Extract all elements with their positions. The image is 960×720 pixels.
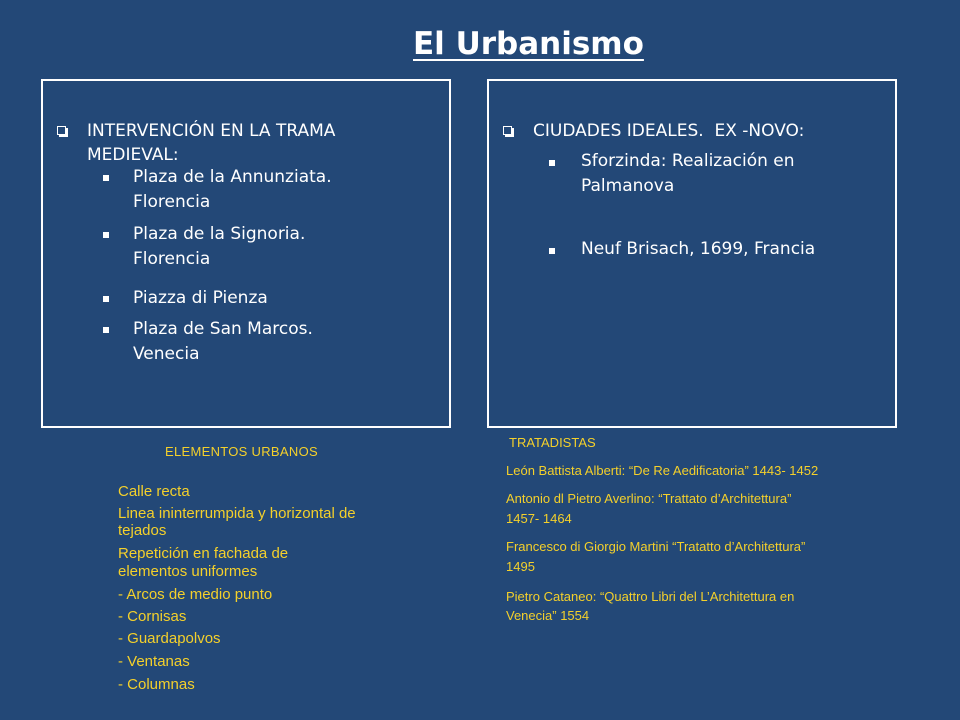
square-bullet-icon [103,296,109,302]
treatise-line: Francesco di Giorgio Martini “Tratatto d’Architettura” [506,539,806,554]
ideal-cities-heading: CIUDADES IDEALES. EX -NOVO: [533,121,805,141]
list-item [133,165,332,215]
hollow-square-bullet-icon [503,126,512,135]
medieval-heading [87,119,335,167]
urban-element-line: elementos uniformes [118,563,258,580]
ideal-cities-box [487,79,897,428]
square-bullet-icon [103,232,109,238]
treatise-line: León Battista Alberti: “De Re Aedificatoria” 1443- 1452 [506,463,819,478]
urban-element-line: - Columnas [118,676,195,693]
urban-element-line: Calle recta [118,483,190,500]
list-item-line: Neuf Brisach, 1699, Francia [581,239,816,259]
treatise-line: Venecia” 1554 [506,608,590,623]
square-bullet-icon [103,327,109,333]
treatise-authors-heading: TRATADISTAS [509,435,596,450]
list-item [581,149,795,199]
list-item-line: Piazza di Pienza [133,288,268,308]
medieval-heading-line1: INTERVENCIÓN EN LA TRAMA [87,121,336,141]
list-item-line: Florencia [133,192,211,212]
list-item-line: Venecia [133,344,200,364]
urban-element-line: - Cornisas [118,608,187,625]
treatise-line: Pietro Cataneo: “Quattro Libri del L’Architettura en [506,589,795,604]
square-bullet-icon [549,160,555,166]
list-item [133,317,313,367]
urban-element-line: Linea ininterrumpida y horizontal de [118,505,356,522]
urban-element-line: Repetición en fachada de [118,545,289,562]
list-item-line: Sforzinda: Realización en [581,151,795,171]
square-bullet-icon [103,175,109,181]
list-item-line: Plaza de la Annunziata. [133,167,332,187]
hollow-square-bullet-icon [57,126,66,135]
urban-element-line: - Ventanas [118,653,190,670]
list-item-line: Palmanova [581,176,675,196]
list-item [133,286,268,311]
list-item [133,222,305,272]
urban-element-line: tejados [118,522,167,539]
treatise-line: 1495 [506,559,535,574]
medieval-heading-line2: MEDIEVAL: [87,145,179,165]
list-item-line: Florencia [133,249,211,269]
slide-title: El Urbanismo [413,26,644,62]
urban-elements-heading: ELEMENTOS URBANOS [165,444,318,459]
medieval-intervention-box [41,79,451,428]
square-bullet-icon [549,248,555,254]
list-item-line: Plaza de la Signoria. [133,224,306,244]
list-item-line: Plaza de San Marcos. [133,319,313,339]
treatise-line: Antonio dl Pietro Averlino: “Trattato d’Architettura” [506,491,792,506]
urban-element-line: - Arcos de medio punto [118,586,273,603]
list-item [581,237,815,262]
urban-element-line: - Guardapolvos [118,630,221,647]
treatise-line: 1457- 1464 [506,511,572,526]
